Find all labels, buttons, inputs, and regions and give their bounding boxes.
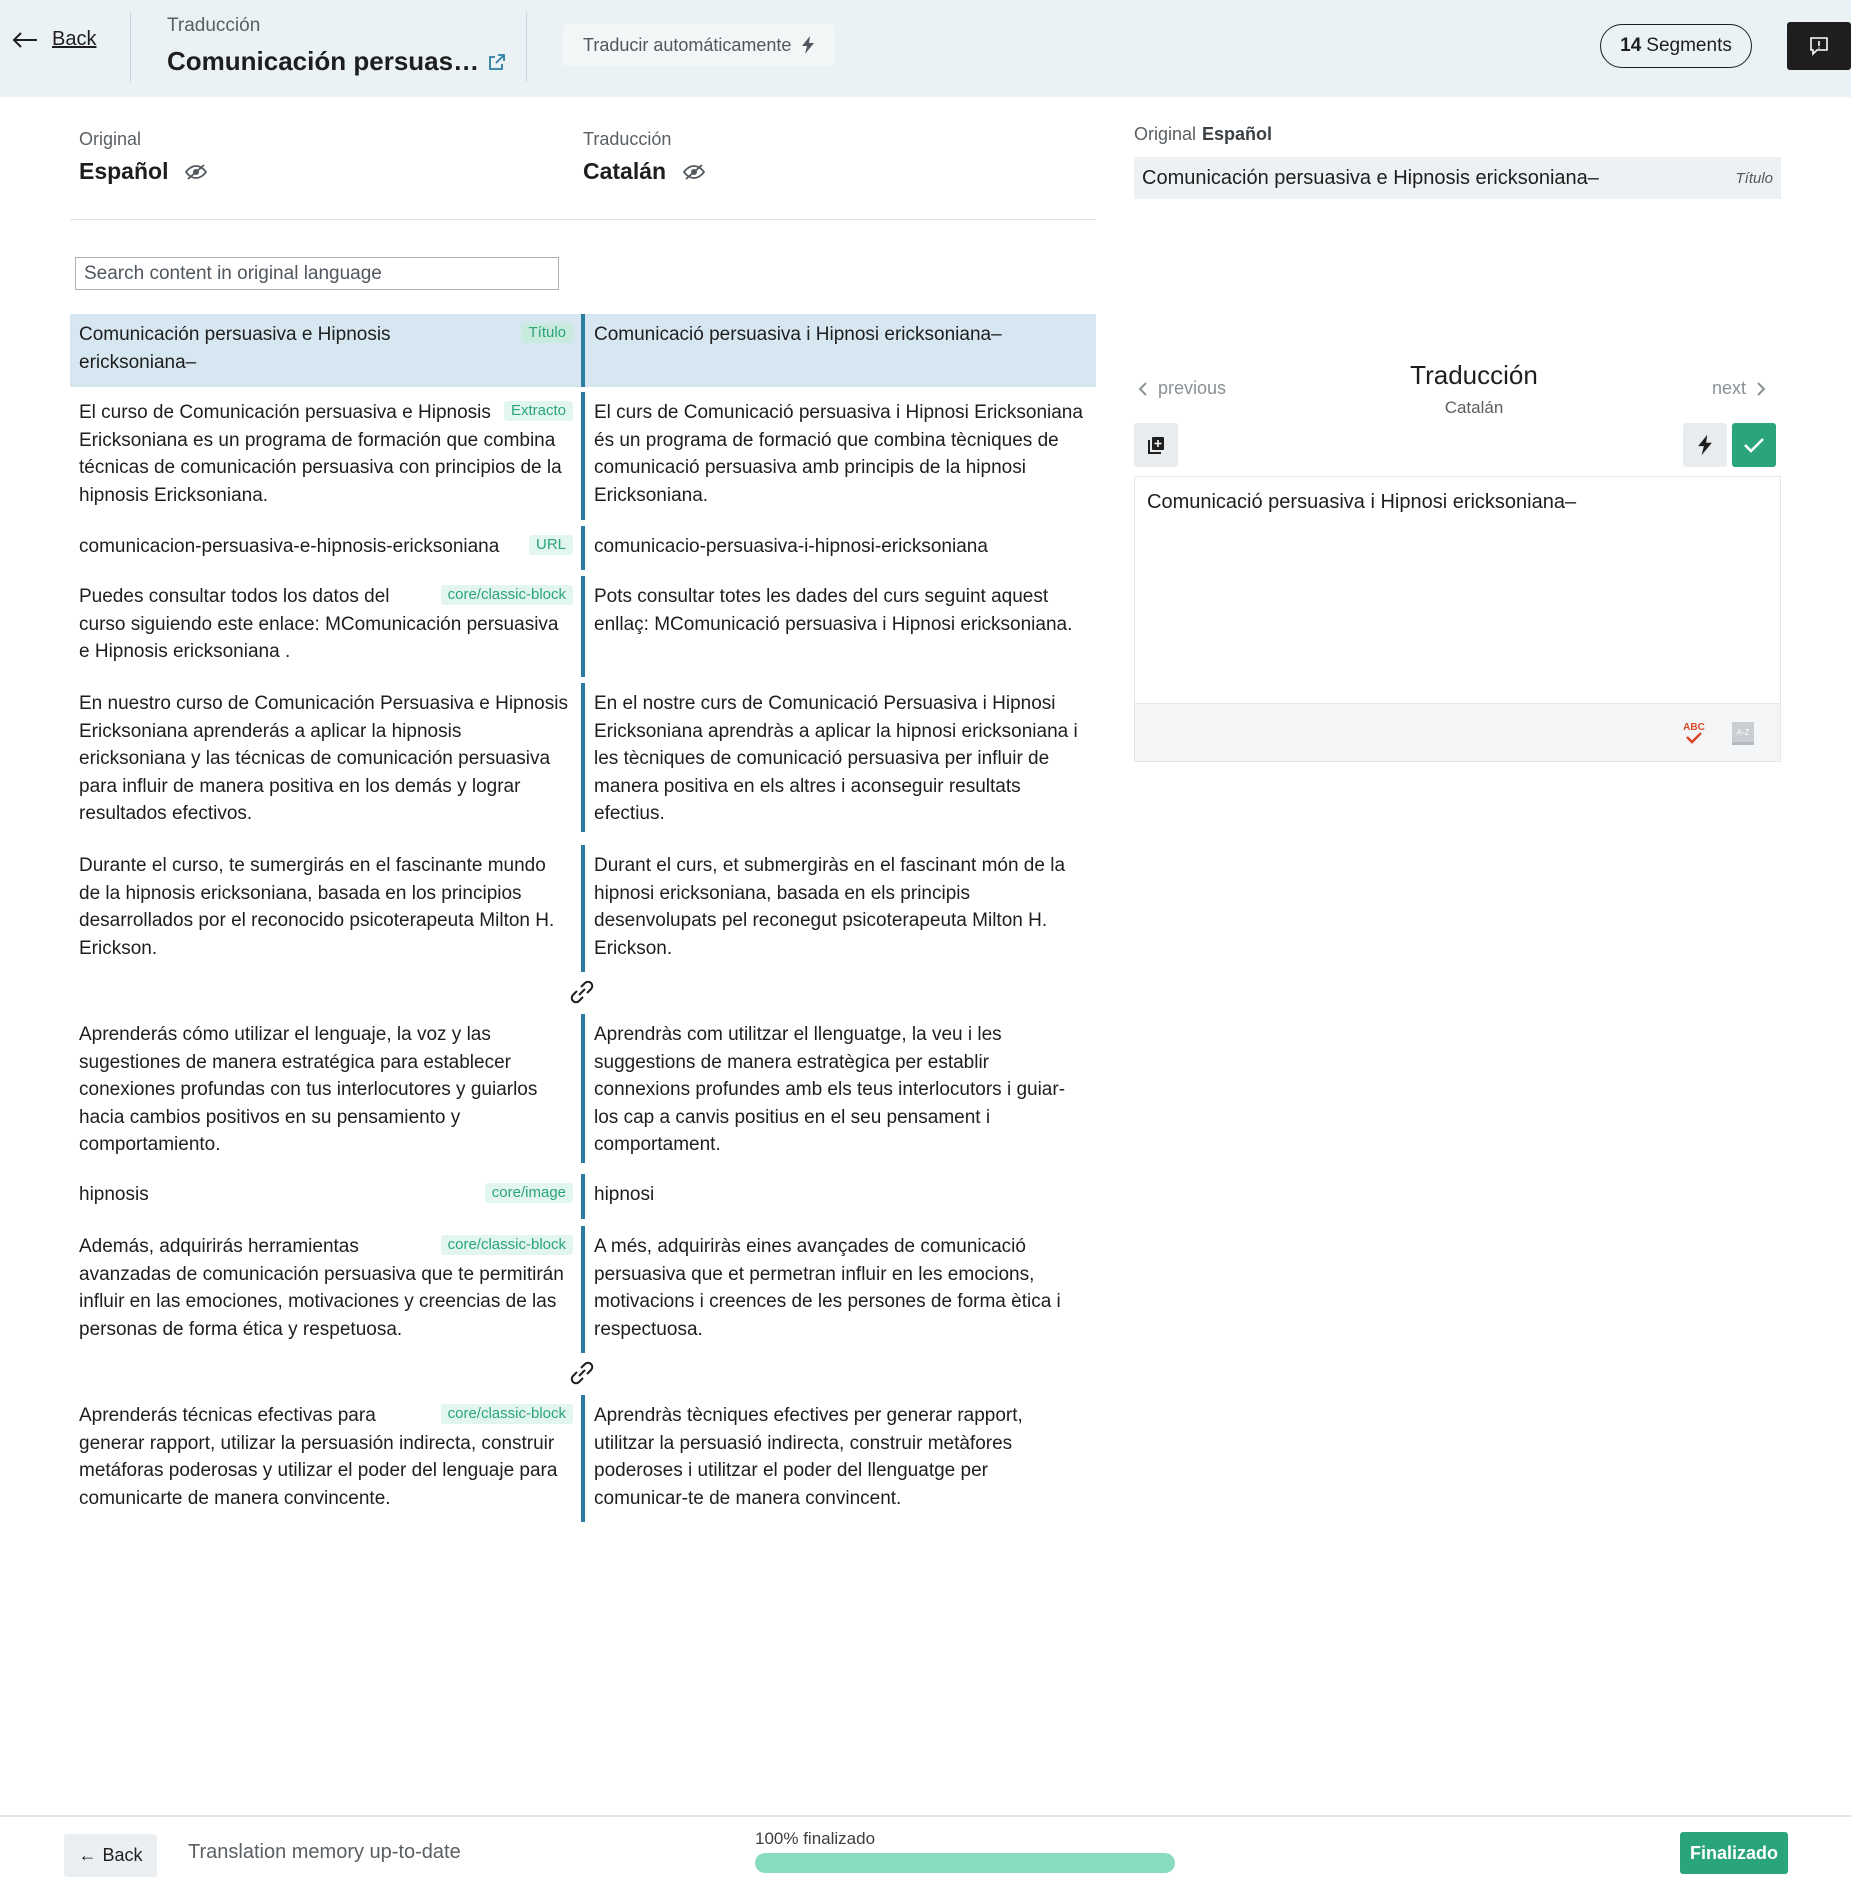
segment-source [70,1014,581,1163]
segment-row[interactable] [70,314,1096,387]
comments-button[interactable] [1787,22,1851,70]
link-segments-icon[interactable] [566,976,598,1008]
next-label: next [1712,378,1747,398]
segment-source-text: Aprenderás técnicas efectivas para generar rapport, utilizar la persuasión indirecta, construir metáforas poderosas y utilizar el poder del lenguaje para comunicarte de manera convincente. [79,1405,558,1509]
arrow-left-icon [12,31,38,49]
segments-label: Segments [1646,35,1732,56]
original-label: Original [1134,124,1197,144]
finalize-button[interactable]: Finalizado [1680,1832,1788,1874]
segment-source-text: comunicacion-persuasiva-e-hipnosis-ericksoniana [79,536,500,557]
previous-segment-button[interactable] [1138,378,1226,399]
progress-fill [755,1853,1175,1873]
footer-back-label: Back [102,1845,143,1865]
glossary-icon[interactable] [1725,716,1761,752]
previous-label: previous [1158,378,1227,398]
segment-type-tag: URL [529,535,573,555]
spellcheck-icon[interactable] [1676,716,1712,752]
copy-original-button[interactable] [1134,423,1178,467]
segment-type-tag: core/classic-block [441,1235,573,1255]
segment-source [70,845,581,972]
segment-target [585,1014,1096,1163]
segment-type-tag: core/image [485,1183,573,1203]
segment-source [70,392,581,520]
eye-off-icon[interactable] [682,163,706,181]
next-segment-button[interactable] [1712,378,1766,399]
link-segments-icon[interactable] [566,1357,598,1389]
segments-count-badge[interactable] [1600,24,1752,68]
eye-off-icon[interactable] [184,163,208,181]
target-language [583,158,706,185]
source-language-name: Español [79,158,169,184]
segment-target [585,526,1096,570]
check-icon [1743,436,1765,454]
document-kind: Traducción [167,15,261,36]
segment-row[interactable] [70,1395,1096,1522]
source-language-sublabel: Original [79,129,142,149]
segment-source-text: hipnosis [79,1184,149,1205]
progress-label: 100% finalizado [755,1829,876,1848]
segment-source-text: Comunicación persuasiva e Hipnosis ericksoniana– [79,324,391,373]
editor-toolbar [1135,703,1780,761]
original-language-label [1134,124,1272,145]
header-divider-line [70,219,1096,220]
segment-target-text: comunicacio-persuasiva-i-hipnosi-ericksoniana [594,536,988,557]
target-language-header [583,129,706,185]
segment-target [585,683,1096,832]
auto-translate-label: Traducir automáticamente [583,34,792,55]
source-language [79,158,208,185]
header-divider [130,12,131,82]
segment-target [585,314,1096,387]
segment-source-text: Aprenderás cómo utilizar el lenguaje, la voz y las sugestiones de manera estratégica para establecer conexiones profundas con tus interlocutores y guiarlos hacia cambios positivos en su pensamiento y comportamiento. [79,1024,538,1155]
segment-target-text: El curs de Comunicació persuasiva i Hipnosi Ericksoniana és un programa de formació que combina tècniques de comunicació persuasiva amb principis de la hipnosi Ericksoniana. [594,402,1083,506]
page-title-text: Comunicación persuas… [167,46,480,76]
page-title [167,46,507,77]
segment-source-text: Además, adquirirás herramientas avanzadas de comunicación persuasiva que te permitirán influir en las emociones, motivaciones y creencias de las personas de forma ética y respetuosa. [79,1236,564,1340]
segment-row[interactable] [70,683,1096,832]
target-language-name: Catalán [583,158,667,184]
original-language: Español [1202,124,1273,144]
source-language-header [79,129,208,185]
segment-source [70,1395,581,1522]
segment-source [70,1174,581,1219]
confirm-translation-button[interactable] [1732,423,1776,467]
segment-target-text: Aprendràs com utilitzar el llenguatge, la veu i les suggestions de manera estratègica per establir connexions profundes amb els teus interlocutors i guiar-los cap a canvis positius en el seu pensament i comportament. [594,1024,1066,1155]
segments-count: 14 [1620,35,1642,56]
translation-textarea[interactable] [1147,491,1767,671]
segment-row[interactable] [70,576,1096,677]
segment-source [70,683,581,832]
segment-target-text: hipnosi [594,1184,655,1205]
external-link-icon[interactable] [487,52,507,72]
chevron-left-icon [1138,381,1148,397]
segment-source-text: Durante el curso, te sumergirás en el fascinante mundo de la hipnosis ericksoniana, basada en los principios desarrollados por el reconocido psicoterapeuta Milton H. Erickson. [79,855,555,959]
segment-source [70,526,581,570]
svg-text:ABC: ABC [1683,722,1705,733]
back-link-label: Back [52,28,97,50]
segment-source-text: En nuestro curso de Comunicación Persuasiva e Hipnosis Ericksoniana aprenderás a aplicar la hipnosis ericksoniana y las técnicas de comunicación persuasiva para influir de manera positiva en los demás y lograr resultados efectivos. [79,693,568,824]
progress-bar [755,1853,1175,1873]
original-text-box [1134,157,1781,199]
comment-icon [1809,36,1829,56]
lightning-icon [1697,434,1713,456]
segment-target [585,576,1096,677]
chevron-right-icon [1756,381,1766,397]
segment-row[interactable] [70,1014,1096,1163]
segment-type-tag: Título [521,323,573,343]
segment-source-text: El curso de Comunicación persuasiva e Hipnosis Ericksoniana es un programa de formación que combina técnicas de comunicación persuasiva con principios de la hipnosis Ericksoniana. [79,402,562,506]
footer-back-button[interactable] [64,1834,157,1877]
auto-translate-button[interactable] [563,24,835,66]
segment-source-text: Puedes consultar todos los datos del curso siguiendo este enlace: MComunicación persuasiva e Hipnosis ericksoniana . [79,586,559,662]
copy-icon [1146,435,1166,455]
header-divider [526,12,527,82]
segment-target-text: Comunicació persuasiva i Hipnosi ericksoniana– [594,324,1002,345]
arrow-left-icon: ← [78,1845,97,1865]
segment-target-text: A més, adquiriràs eines avançades de comunicació persuasiva que et permetran influir en les emocions, motivacions i creences de les persones de forma ètica i respectuosa. [594,1236,1061,1340]
segment-target [585,1395,1096,1522]
translation-language: Catalán [1444,398,1504,417]
translation-editor [1134,476,1781,762]
segment-target-text: En el nostre curs de Comunicació Persuasiva i Hipnosi Ericksoniana aprendràs a aplicar la hipnosi ericksoniana i les tècniques de comunicació persuasiva per influir de manera positiva en els altres i aconseguir resultats efectius. [594,693,1078,824]
segment-target-text: Aprendràs tècniques efectives per generar rapport, utilitzar la persuasió indirecta, construir metàfores poderoses i utilitzar el poder del llenguatge per comunicar-te de manera convincent. [594,1405,1023,1509]
segment-row[interactable] [70,1226,1096,1353]
target-language-sublabel: Traducción [583,129,672,149]
segment-type-tag: Extracto [504,401,573,421]
svg-text:A-Z: A-Z [1736,728,1750,737]
original-type: Título [1735,169,1773,187]
segment-type-tag: core/classic-block [441,585,573,605]
segment-row[interactable] [70,392,1096,520]
segment-target [585,1174,1096,1219]
translation-title: Traducción [1410,360,1538,390]
segment-row[interactable] [70,526,1096,570]
segment-target [585,845,1096,972]
original-text: Comunicación persuasiva e Hipnosis ericksoniana– [1142,166,1599,189]
segment-source [70,314,581,387]
segment-target-text: Pots consultar totes les dades del curs seguint aquest enllaç: MComunicació persuasiva i Hipnosi ericksoniana. [594,586,1073,635]
segment-target [585,392,1096,520]
segment-type-tag: core/classic-block [441,1404,573,1424]
segment-target-text: Durant el curs, et submergiràs en el fascinant món de la hipnosi ericksoniana, basada en els principis desenvolupats pel reconegut psicoterapeuta Milton H. Erickson. [594,855,1066,959]
lightning-icon [801,36,815,54]
segment-row[interactable] [70,845,1096,972]
back-link[interactable] [12,28,96,51]
segment-source [70,1226,581,1353]
segment-target [585,1226,1096,1353]
machine-translate-button[interactable] [1683,423,1727,467]
memory-status: Translation memory up-to-date [188,1841,461,1863]
segment-source [70,576,581,677]
search-input[interactable] [75,257,559,290]
segment-row[interactable] [70,1174,1096,1219]
